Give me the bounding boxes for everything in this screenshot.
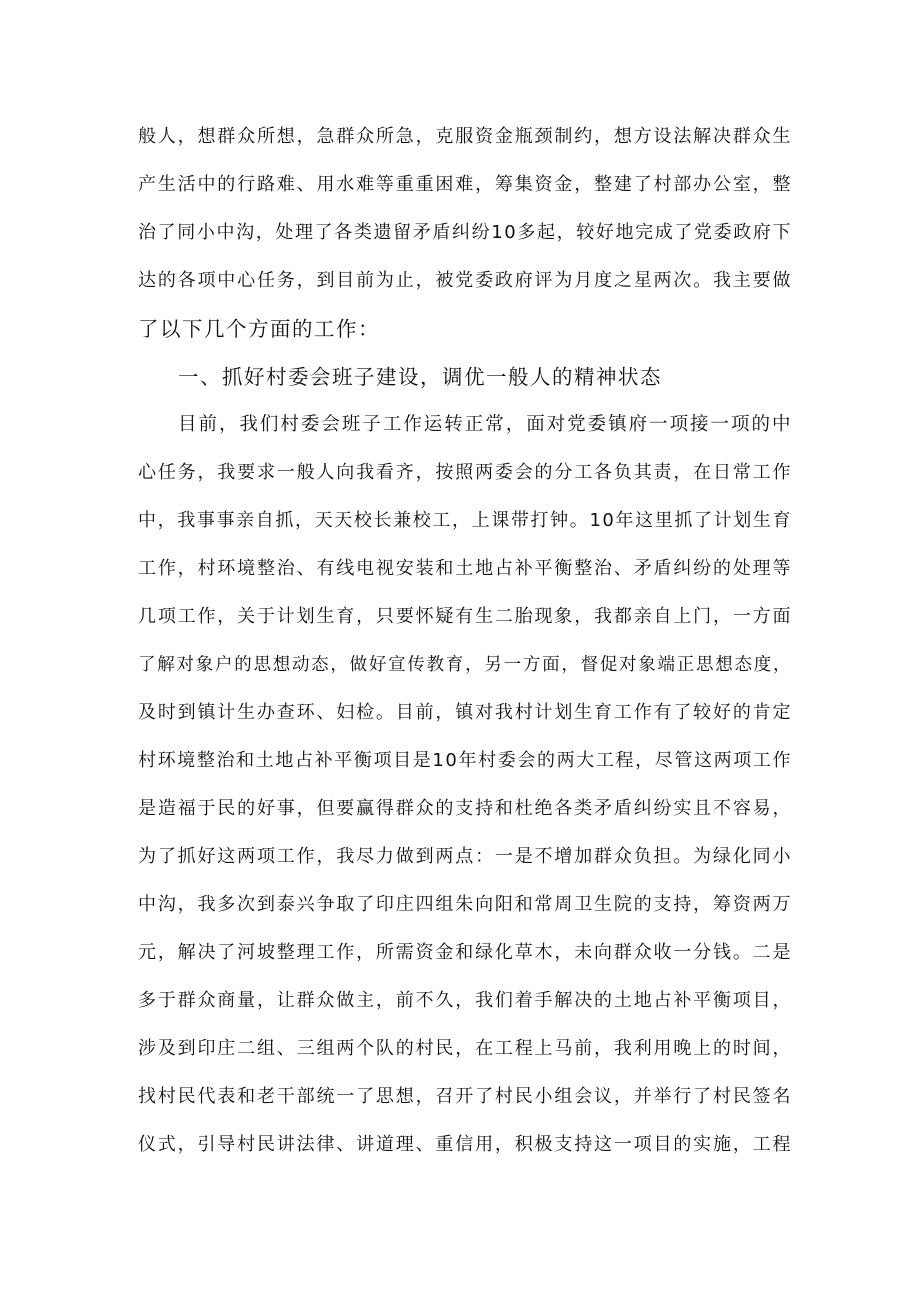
text-line-16: 为了抓好这两项工作，我尽力做到两点：一是不增加群众负担。为绿化同小 <box>138 846 792 867</box>
text-line-12: 了解对象户的思想动态，做好宣传教育，另一方面，督促对象端正思想态度， <box>138 655 792 675</box>
text-line-19: 多于群众商量，让群众做主，前不久，我们着手解决的土地占补平衡项目， <box>138 990 792 1011</box>
text-line-14: 村环境整治和土地占补平衡项目是10年村委会的两大工程，尽管这两项工作 <box>138 750 792 771</box>
text-line-10: 工作，村环境整治、有线电视安装和土地占补平衡整治、矛盾纠纷的处理等 <box>138 558 792 579</box>
text-line-5: 了以下几个方面的工作： <box>138 317 380 341</box>
text-line-15: 是造福于民的好事，但要赢得群众的支持和杜绝各类矛盾纠纷实且不容易， <box>138 798 792 819</box>
text-line-8: 心任务，我要求一般人向我看齐，按照两委会的分工各负其责，在日常工作 <box>138 462 792 483</box>
text-line-18: 元，解决了河坡整理工作，所需资金和绿化草木，未向群众收一分钱。二是 <box>138 942 792 963</box>
text-line-9: 中，我事事亲自抓，天天校长兼校工，上课带打钟。10年这里抓了计划生育 <box>138 510 792 531</box>
text-line-20: 涉及到印庄二组、三组两个队的村民，在工程上马前，我利用晚上的时间， <box>138 1038 792 1059</box>
text-line-13: 及时到镇计生办查环、妇检。目前，镇对我村计划生育工作有了较好的肯定 <box>138 702 792 723</box>
text-line-7: 目前，我们村委会班子工作运转正常，面对党委镇府一项接一项的中 <box>178 414 792 435</box>
text-line-17: 中沟，我多次到泰兴争取了印庄四组朱向阳和常周卫生院的支持，筹资两万 <box>138 894 792 915</box>
text-line-3: 治了同小中沟，处理了各类遗留矛盾纠纷10多起，较好地完成了党委政府下 <box>138 222 792 243</box>
text-line-21: 找村民代表和老干部统一了思想，召开了村民小组会议，并举行了村民签名 <box>138 1086 792 1107</box>
text-line-2: 产生活中的行路难、用水难等重重困难，筹集资金，整建了村部办公室，整 <box>138 174 792 195</box>
text-line-1: 般人，想群众所想，急群众所急，克服资金瓶颈制约，想方设法解决群众生 <box>138 126 792 147</box>
section-heading: 一、抓好村委会班子建设，调优一般人的精神状态 <box>178 365 662 389</box>
text-line-11: 几项工作，关于计划生育，只要怀疑有生二胎现象，我都亲自上门，一方面 <box>138 606 792 627</box>
text-line-4: 达的各项中心任务，到目前为止，被党委政府评为月度之星两次。我主要做 <box>138 270 792 291</box>
text-line-22: 仪式，引导村民讲法律、讲道理、重信用，积极支持这一项目的实施，工程 <box>138 1134 792 1155</box>
